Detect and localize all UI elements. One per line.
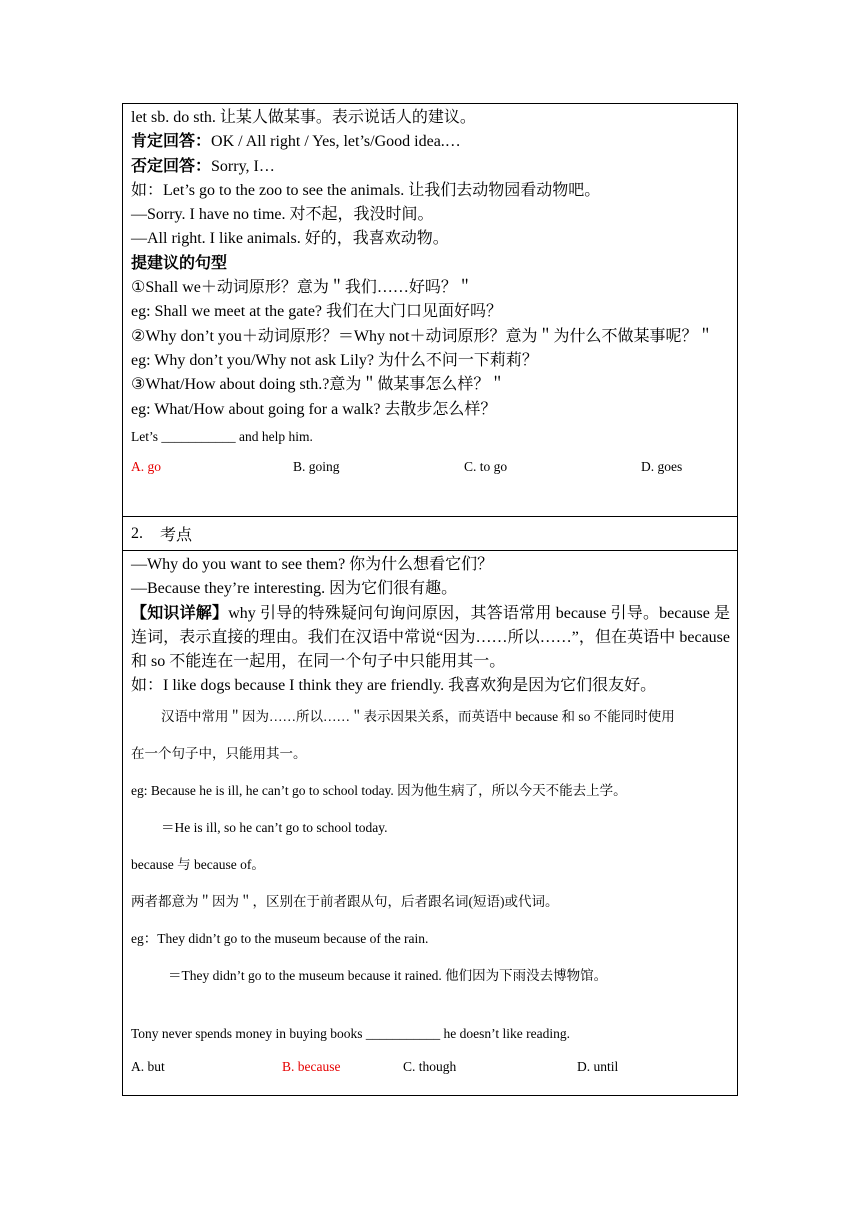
exercise-options (131, 1059, 730, 1075)
negative-text: Sorry, I… (211, 157, 275, 175)
example-line: eg: Why don’t you/Why not ask Lily? 为什么不问一下莉莉？ (131, 351, 538, 369)
option-d: D. goes (641, 458, 683, 474)
reply-line: —All right. I like animals. 好的，我喜欢动物。 (131, 230, 449, 248)
affirmative-line (131, 130, 730, 154)
example-line: 如：I like dogs because I think they are friendly. 我喜欢狗是因为它们很友好。 (131, 677, 657, 695)
option-a: A. but (131, 1058, 165, 1074)
example-line: ＝He is ill, so he can’t go to school today. (161, 819, 388, 835)
option-a-answer: A. go (131, 458, 161, 474)
pattern-line: ③What/How about doing sth.?意为＂做某事怎么样？＂ (131, 376, 506, 394)
pattern-line: ②Why don’t you＋动词原形？＝Why not＋动词原形？意为＂为什么不做某事呢？＂ (131, 327, 714, 345)
dialogue-line: —Because they’re interesting. 因为它们很有趣。 (131, 580, 458, 598)
pattern-line: ①Shall we＋动词原形？意为＂我们……好吗？＂ (131, 279, 473, 297)
knowledge-text: why 引导的特殊疑问句询问原因，其答语常用 because 引导。because 是连词，表示直接的理由。我们在汉语中常说“因为……所以……”，但在英语中 because 和 so 不能连在一起用，在同一个句子中只能用其一。 (131, 604, 730, 671)
section-heading-row (123, 516, 737, 550)
negative-label: 否定回答： (131, 157, 212, 175)
option-d: D. until (577, 1058, 619, 1074)
exercise-options (131, 459, 730, 475)
dialogue-line: —Why do you want to see them? 你为什么想看它们？ (131, 556, 494, 573)
knowledge-label: 【知识详解】 (131, 604, 229, 622)
note-line: 汉语中常用＂因为……所以……＂表示因果关系，而英语中 because 和 so 不能同时使用 (161, 708, 675, 724)
compare-text: 两者都意为＂因为＂，区别在于前者跟从句，后者跟名词(短语)或代词。 (131, 893, 559, 909)
text-line: let sb. do sth. 让某人做某事。表示说话人的建议。 (131, 109, 476, 126)
reply-line: —Sorry. I have no time. 对不起，我没时间。 (131, 206, 434, 224)
negative-line (131, 155, 730, 179)
section-because (123, 550, 737, 1095)
option-b-answer: B. because (282, 1058, 341, 1074)
option-b: B. going (293, 458, 340, 474)
section-number: 2. (131, 524, 143, 542)
note-line: 在一个句子中，只能用其一。 (131, 745, 307, 761)
example-line: eg: Because he is ill, he can’t go to school today. 因为他生病了，所以今天不能去上学。 (131, 782, 627, 798)
knowledge-paragraph (131, 602, 730, 675)
example-line: ＝They didn’t go to the museum because it rained. 他们因为下雨没去博物馆。 (168, 967, 608, 983)
option-c: C. though (403, 1058, 457, 1074)
exercise-question: Let’s ___________ and help him. (131, 428, 313, 444)
affirmative-text: OK / All right / Yes, let’s/Good idea.… (211, 133, 461, 151)
example-line: 如：Let’s go to the zoo to see the animals. 让我们去动物园看动物吧。 (131, 181, 601, 199)
option-c: C. to go (464, 458, 508, 474)
section-let-suggestion (123, 104, 737, 516)
suggestion-heading: 提建议的句型 (131, 254, 228, 272)
example-line: eg：They didn’t go to the museum because of the rain. (131, 930, 429, 946)
example-line: eg: Shall we meet at the gate? 我们在大门口见面好吗？ (131, 303, 503, 321)
document-table (122, 103, 738, 1096)
compare-line: because 与 because of。 (131, 856, 265, 872)
example-line: eg: What/How about going for a walk? 去散步怎么样？ (131, 400, 497, 418)
affirmative-label: 肯定回答： (131, 133, 212, 151)
section-title: 考点 (160, 527, 193, 544)
exercise-question: Tony never spends money in buying books ___________ he doesn’t like reading. (131, 1025, 570, 1041)
